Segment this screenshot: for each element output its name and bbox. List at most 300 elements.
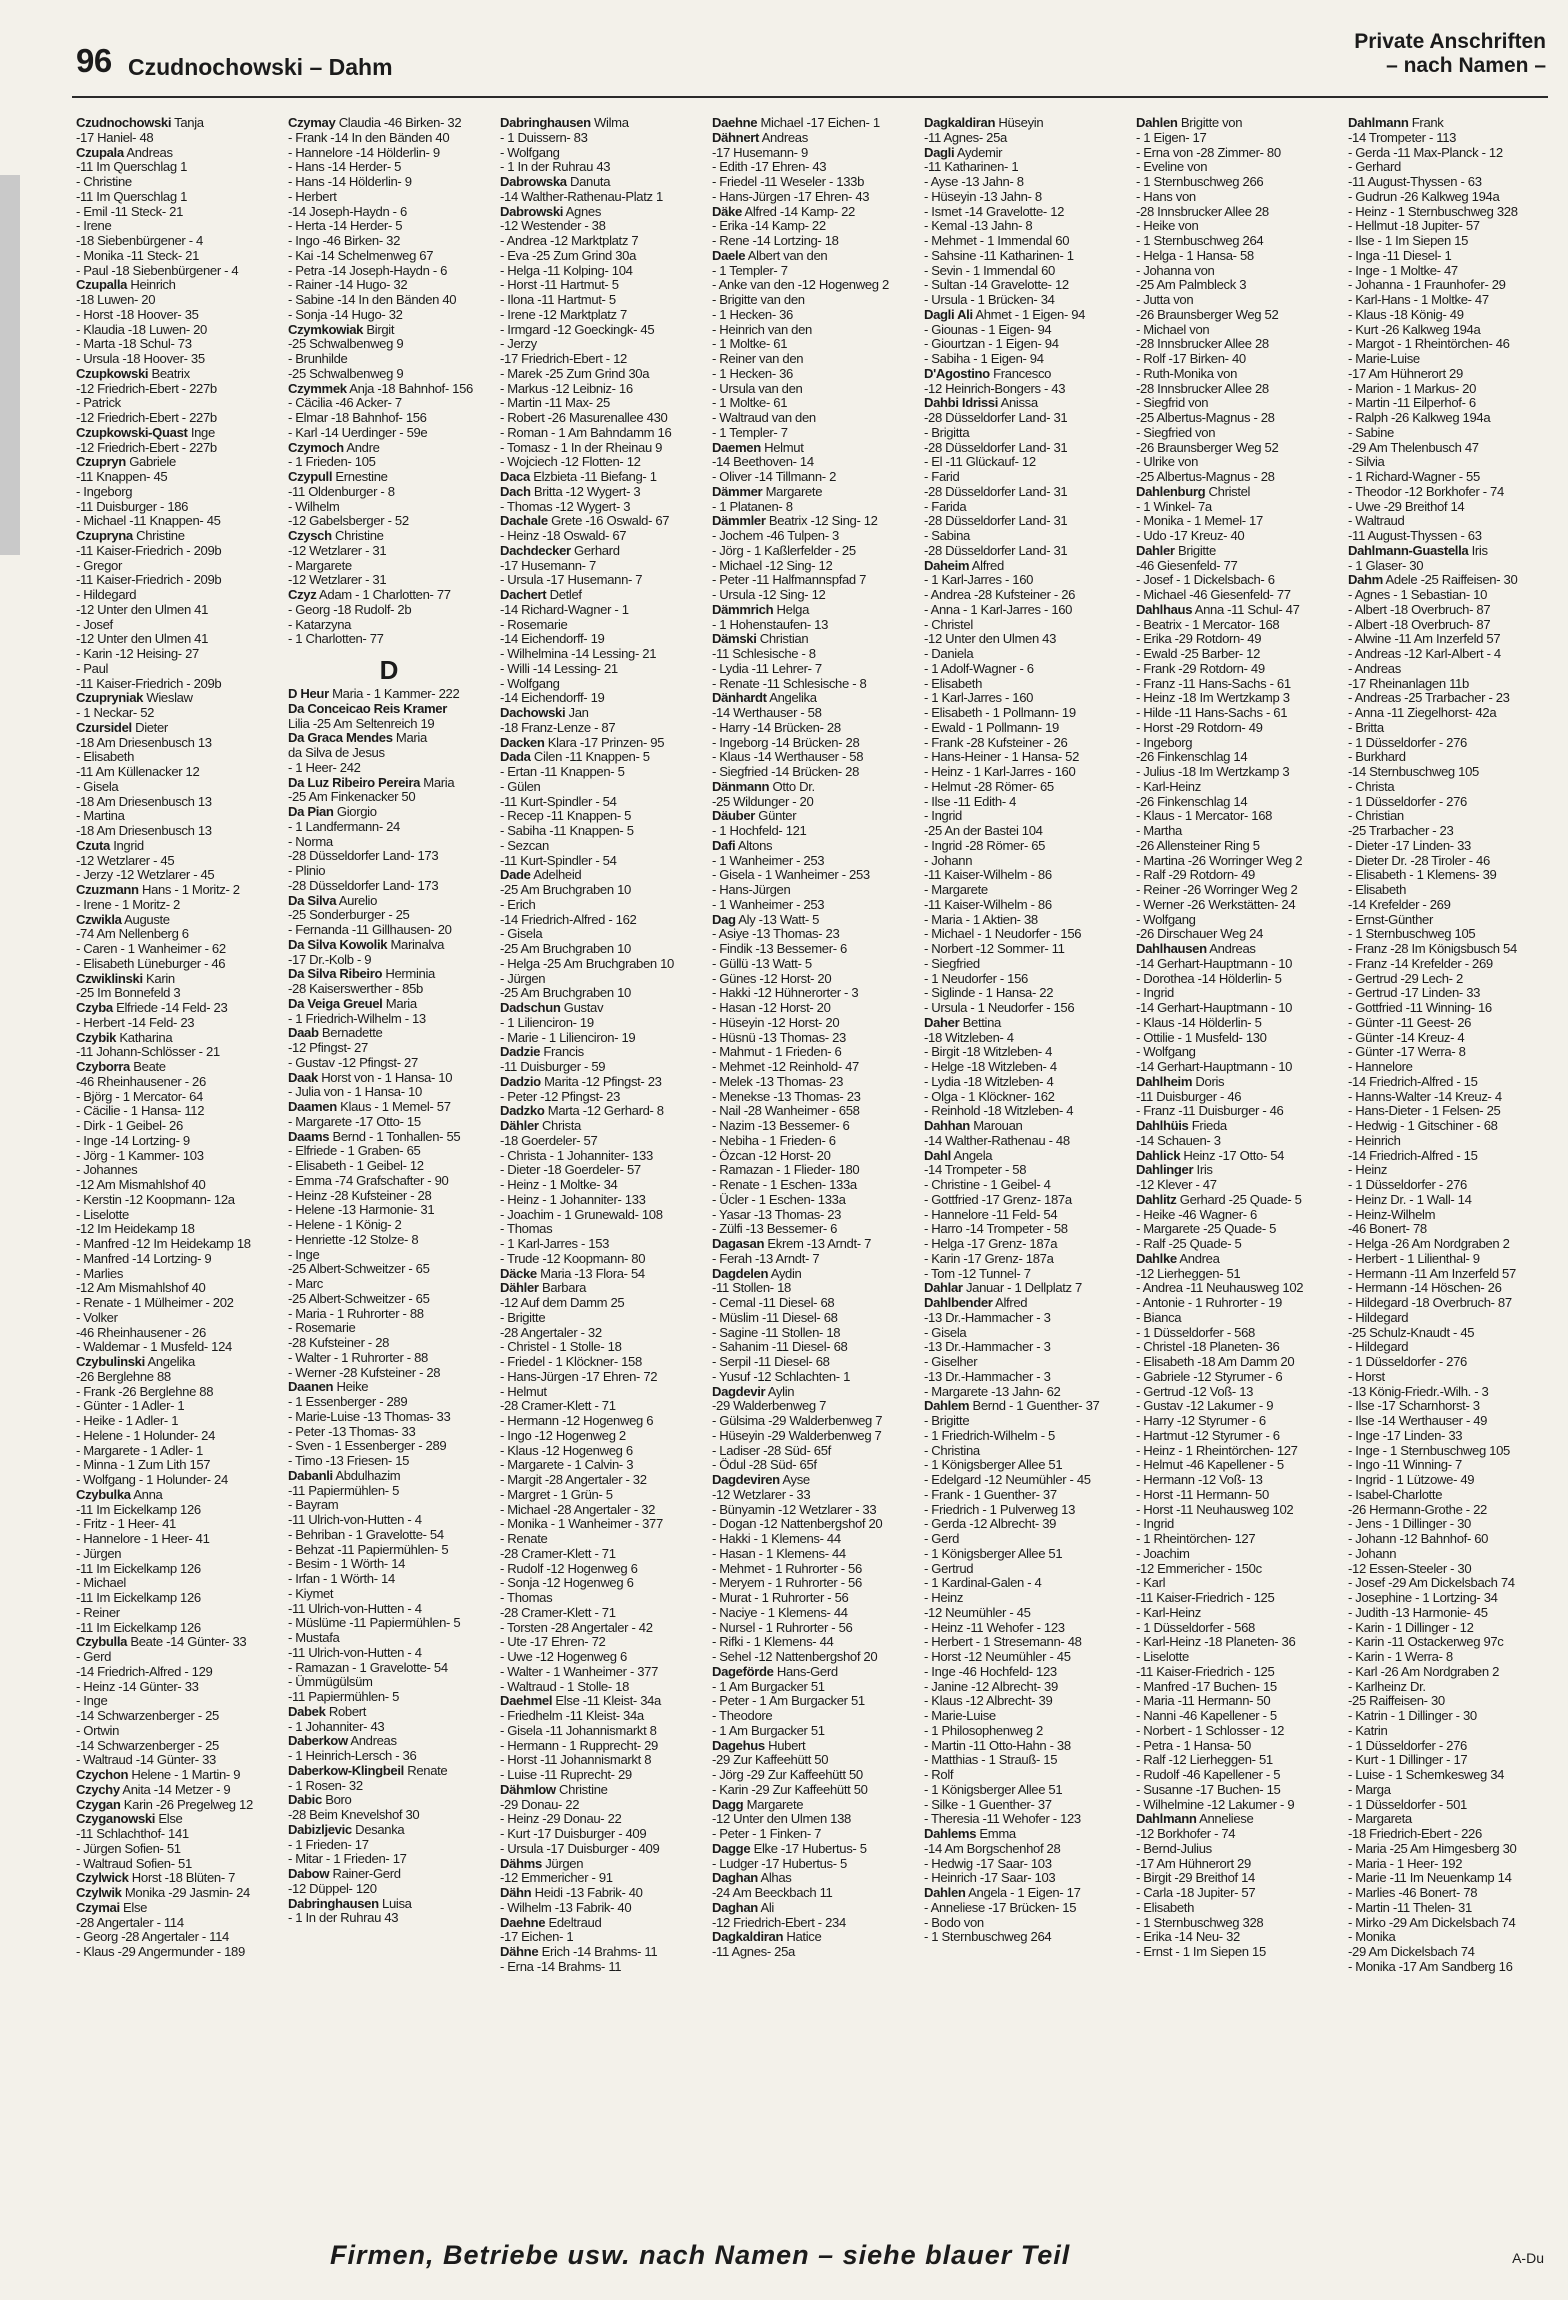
directory-entry: - Luise -11 Ruprecht- 29 bbox=[500, 1768, 632, 1782]
directory-entry: -28 Cramer-Klett - 71 bbox=[500, 1399, 616, 1414]
directory-entry: -29 Donau- 22 bbox=[500, 1797, 580, 1812]
directory-entry: - Ute -17 Ehren- 72 bbox=[500, 1635, 606, 1650]
directory-entry: - Herta -14 Herder- 5 bbox=[288, 219, 403, 234]
entry-surname: Dahlmann bbox=[1348, 116, 1409, 130]
directory-entry-head: Czupkowski-Quast Inge bbox=[76, 425, 215, 440]
directory-entry: - Ilse -17 Scharnhorst- 3 bbox=[1348, 1399, 1480, 1414]
directory-entry: -11 Im Eickelkamp 126 bbox=[76, 1620, 201, 1635]
entry-surname: Czupkowski bbox=[76, 366, 149, 381]
directory-entry: - Albert -18 Overbruch- 87 bbox=[1348, 617, 1491, 632]
footer-note: Firmen, Betriebe usw. nach Namen – siehe blauer Teil bbox=[330, 2240, 1071, 2270]
directory-entry: - Jörg - 1 Kammer- 103 bbox=[76, 1148, 204, 1163]
directory-entry: - Heinz - 1 Johanniter- 133 bbox=[500, 1192, 646, 1207]
directory-entry: -25 Raiffeisen- 30 bbox=[1348, 1694, 1445, 1709]
directory-entry-head: Da Graca Mendes Maria bbox=[288, 731, 427, 746]
directory-entry: -25 Am Bruchgraben 10 bbox=[500, 883, 631, 897]
directory-entry: - Ertan -11 Knappen- 5 bbox=[500, 765, 625, 779]
directory-entry-head: Czylwik Monika -29 Jasmin- 24 bbox=[76, 1886, 250, 1900]
directory-entry: - Günter - 1 Adler- 1 bbox=[76, 1399, 185, 1414]
directory-entry: - 1 Rosen- 32 bbox=[288, 1778, 363, 1793]
directory-entry: - 1 Karl-Jarres - 153 bbox=[500, 1237, 610, 1251]
directory-entry: - Murat - 1 Ruhrorter - 56 bbox=[712, 1591, 849, 1605]
directory-entry: - Inge -17 Linden- 33 bbox=[1348, 1428, 1463, 1443]
directory-entry: - Hans-Jürgen -17 Ehren- 72 bbox=[500, 1369, 658, 1384]
directory-entry: - Walter - 1 Ruhrorter - 88 bbox=[288, 1350, 428, 1365]
directory-entry: - Friedel -11 Weseler - 133b bbox=[712, 175, 864, 189]
directory-entry: - Rudolf -46 Kapellener - 5 bbox=[1136, 1768, 1281, 1782]
directory-entry: - 1 Adolf-Wagner - 6 bbox=[924, 661, 1034, 676]
entry-surname: Dada bbox=[500, 750, 531, 765]
directory-entry: -12 Unter den Ulmen 41 bbox=[76, 632, 209, 647]
directory-entry: -11 August-Thyssen - 63 bbox=[1348, 175, 1482, 189]
entry-surname: Dachert bbox=[500, 588, 547, 602]
directory-entry: - Ralf -25 Quade- 5 bbox=[1136, 1237, 1242, 1251]
directory-entry: - Horst -18 Hoover- 35 bbox=[76, 307, 199, 322]
directory-entry: - Horst -11 Hartmut- 5 bbox=[500, 278, 619, 293]
directory-entry: - 1 Düsseldorfer - 276 bbox=[1348, 735, 1467, 750]
directory-entry: - Hildegard bbox=[1348, 1340, 1409, 1355]
directory-entry: - Sagine -11 Stollen- 18 bbox=[712, 1325, 841, 1340]
directory-column bbox=[500, 116, 702, 2201]
directory-entry: - Siegfrid von bbox=[1136, 396, 1209, 411]
directory-entry: - 1 Düsseldorfer - 276 bbox=[1348, 794, 1467, 809]
directory-entry-head: Czyz Adam - 1 Charlotten- 77 bbox=[288, 588, 451, 602]
directory-entry: - Hans-Jürgen bbox=[712, 883, 791, 897]
section-title-line1: Private Anschriften bbox=[1354, 30, 1546, 53]
directory-entry: -28 Angertaler - 114 bbox=[76, 1915, 184, 1930]
directory-entry: - Heinz-Wilhelm bbox=[1348, 1207, 1436, 1222]
entry-surname: D Heur bbox=[288, 687, 329, 701]
directory-entry: - Heinz -29 Donau- 22 bbox=[500, 1812, 622, 1827]
directory-entry: - Heike - 1 Adler- 1 bbox=[76, 1414, 179, 1428]
directory-entry: - Gustav -12 Lakumer - 9 bbox=[1136, 1399, 1274, 1414]
entry-surname: Czybulla bbox=[76, 1635, 128, 1650]
directory-entry: - Johanna von bbox=[1136, 263, 1215, 278]
directory-entry: - Rene -14 Lortzing- 18 bbox=[712, 234, 839, 248]
directory-entry: - Heike von bbox=[1136, 219, 1199, 234]
entry-surname: Czymai bbox=[76, 1900, 120, 1915]
directory-entry: -25 An der Bastei 104 bbox=[924, 824, 1043, 838]
directory-entry: -14 Am Borgschenhof 28 bbox=[924, 1841, 1061, 1856]
directory-entry: - Inge bbox=[288, 1247, 320, 1262]
directory-entry: - Hüseyin -29 Walderbenweg 7 bbox=[712, 1428, 882, 1443]
directory-entry: - Giselher bbox=[924, 1355, 978, 1369]
directory-entry: -12 Heinrich-Bongers - 43 bbox=[924, 381, 1066, 396]
directory-entry: - Norbert -12 Sommer- 11 bbox=[924, 942, 1065, 956]
directory-entry: - Heinz - 1 Moltke- 34 bbox=[500, 1178, 618, 1192]
directory-entry-head: Czymay Claudia -46 Birken- 32 bbox=[288, 116, 462, 130]
directory-entry: - Norbert - 1 Schlosser - 12 bbox=[1136, 1723, 1285, 1738]
directory-entry: - Jürgen bbox=[500, 971, 546, 986]
directory-entry: - Rosemarie bbox=[500, 617, 568, 632]
directory-entry: - Marc bbox=[288, 1277, 323, 1291]
directory-entry: - Torsten -28 Angertaler - 42 bbox=[500, 1620, 653, 1635]
directory-entry: - Matthias - 1 Strauß- 15 bbox=[924, 1753, 1058, 1768]
entry-surname: Dähler bbox=[500, 1119, 539, 1133]
directory-entry-head: Dänhardt Angelika bbox=[712, 691, 817, 706]
directory-entry: - Andrea -12 Marktplatz 7 bbox=[500, 234, 639, 248]
directory-entry: -14 Friedrich-Alfred - 15 bbox=[1348, 1148, 1478, 1163]
directory-entry-head: Czymkowiak Birgit bbox=[288, 322, 395, 337]
directory-entry: -13 Dr.-Hammacher - 3 bbox=[924, 1369, 1051, 1384]
directory-entry: -17 Rheinanlagen 11b bbox=[1348, 676, 1469, 691]
directory-entry-head: Dähler Christa bbox=[500, 1119, 581, 1133]
directory-entry: -25 Am Bruchgraben 10 bbox=[500, 986, 631, 1001]
directory-entry: - 1 Friedrich-Wilhelm - 13 bbox=[288, 1011, 426, 1026]
directory-entry: -14 Joseph-Haydn - 6 bbox=[288, 204, 407, 219]
directory-entry-head: Dahlmann Anneliese bbox=[1136, 1812, 1254, 1827]
directory-entry: -11 Knappen- 45 bbox=[76, 470, 168, 484]
directory-entry: - Olga - 1 Klöckner- 162 bbox=[924, 1089, 1055, 1104]
directory-entry: - Wolfgang bbox=[1136, 912, 1196, 927]
directory-entry: - Waltraud van den bbox=[712, 411, 816, 425]
directory-entry-head: Dagg Margarete bbox=[712, 1797, 804, 1812]
directory-entry: -11 Im Querschlag 1 bbox=[76, 189, 188, 204]
directory-entry: - Ramazan - 1 Flieder- 180 bbox=[712, 1163, 860, 1178]
directory-entry-head: Daele Albert van den bbox=[712, 248, 828, 263]
directory-entry: -25 Trarbacher - 23 bbox=[1348, 824, 1454, 838]
directory-entry-head: Dachdecker Gerhard bbox=[500, 543, 620, 558]
entry-surname: Czyborra bbox=[76, 1060, 130, 1074]
directory-entry: - Kerstin -12 Koopmann- 12a bbox=[76, 1192, 235, 1207]
entry-surname: Dachowski bbox=[500, 706, 566, 720]
directory-entry-head: Dagdelen Aydin bbox=[712, 1266, 802, 1281]
directory-entry: -14 Sternbuschweg 105 bbox=[1348, 765, 1479, 779]
directory-entry-head: Dämmer Margarete bbox=[712, 484, 823, 499]
directory-entry-head: Daehne Edeltraud bbox=[500, 1915, 602, 1930]
directory-entry-head: Dahlmann Frank bbox=[1348, 116, 1444, 130]
directory-entry: - Elmar -18 Bahnhof- 156 bbox=[288, 411, 427, 425]
directory-entry: -11 Ulrich-von-Hutten - 4 bbox=[288, 1645, 422, 1660]
directory-entry: - Sahanim -11 Diesel- 68 bbox=[712, 1340, 848, 1355]
directory-entry-head: Czupryna Christine bbox=[76, 529, 185, 543]
directory-entry: - 1 Lilienciron- 19 bbox=[500, 1015, 594, 1030]
directory-entry: - Karin -11 Ostackerweg 97c bbox=[1348, 1635, 1504, 1650]
directory-entry: - Ursula van den bbox=[712, 381, 803, 396]
directory-entry: - Besim - 1 Wörth- 14 bbox=[288, 1557, 406, 1572]
directory-entry-head: Dahlmann-Guastella Iris bbox=[1348, 543, 1488, 558]
directory-entry: - Friedel - 1 Klöckner- 158 bbox=[500, 1355, 642, 1369]
directory-entry: - Elisabeth - 1 Geibel- 12 bbox=[288, 1159, 424, 1173]
header-rule bbox=[72, 96, 1548, 98]
directory-entry: - Peter -13 Thomas- 33 bbox=[288, 1424, 416, 1439]
directory-entry: - Fritz - 1 Heer- 41 bbox=[76, 1517, 176, 1532]
directory-entry-head: D'Agostino Francesco bbox=[924, 366, 1052, 381]
letter-heading: D bbox=[379, 655, 399, 685]
entry-surname: Dadzio bbox=[500, 1074, 541, 1089]
directory-entry: - Liselotte bbox=[1136, 1650, 1189, 1664]
directory-column bbox=[76, 116, 278, 2201]
directory-entry: - 1 Sternbuschweg 328 bbox=[1136, 1915, 1264, 1930]
directory-entry: - Josephine - 1 Lortzing- 34 bbox=[1348, 1591, 1498, 1605]
directory-entry: - Bayram bbox=[288, 1498, 339, 1513]
directory-entry: - Anneliese -17 Brücken- 15 bbox=[924, 1900, 1077, 1915]
directory-entry: -25 Wildunger - 20 bbox=[712, 794, 814, 809]
directory-entry: - Luise - 1 Schemkesweg 34 bbox=[1348, 1768, 1505, 1782]
entry-surname: Dahlenburg bbox=[1136, 484, 1206, 499]
directory-entry: - Ladiser -28 Süd- 65f bbox=[712, 1443, 831, 1458]
directory-entry: -17 Friedrich-Ebert - 12 bbox=[500, 352, 627, 366]
directory-entry: - Wilhelmine -12 Lakumer - 9 bbox=[1136, 1797, 1295, 1812]
directory-entry: -12 Am Mismahlshof 40 bbox=[76, 1281, 206, 1296]
directory-entry-head: Dabow Rainer-Gerd bbox=[288, 1867, 401, 1881]
directory-entry-head: Czupryn Gabriele bbox=[76, 455, 176, 470]
directory-entry: - Erich bbox=[500, 897, 536, 912]
directory-entry: - Oliver -14 Tillmann- 2 bbox=[712, 470, 837, 484]
directory-entry: - Wilhelmina -14 Lessing- 21 bbox=[500, 647, 657, 661]
directory-entry: - Sehel -12 Nattenbergshof 20 bbox=[712, 1650, 878, 1664]
directory-entry: -18 Franz-Lenze - 87 bbox=[500, 720, 616, 735]
directory-entry: - 1 Glaser- 30 bbox=[1348, 558, 1424, 573]
directory-entry: - Andreas -25 Trarbacher - 23 bbox=[1348, 691, 1510, 706]
directory-entry: - Johanna - 1 Fraunhofer- 29 bbox=[1348, 278, 1506, 293]
directory-entry-head: Da Luz Ribeiro Pereira Maria bbox=[288, 775, 455, 790]
directory-entry: - Karl -26 Am Nordgraben 2 bbox=[1348, 1664, 1500, 1679]
entry-surname: Czypull bbox=[288, 470, 333, 484]
directory-entry: - Martina -26 Worringer Weg 2 bbox=[1136, 853, 1303, 868]
directory-entry: - Heinz Dr. - 1 Wall- 14 bbox=[1348, 1192, 1472, 1207]
directory-column bbox=[924, 116, 1126, 2201]
directory-entry: - Recep -11 Knappen- 5 bbox=[500, 809, 632, 824]
entry-surname: Dahlinger bbox=[1136, 1163, 1194, 1178]
directory-entry: -25 Albert-Schweitzer - 65 bbox=[288, 1262, 430, 1277]
directory-entry: -29 Am Thelenbusch 47 bbox=[1348, 440, 1479, 455]
directory-entry: - Siglinde - 1 Hansa- 22 bbox=[924, 986, 1054, 1001]
directory-entry: - Harry -14 Brücken- 28 bbox=[712, 720, 841, 735]
directory-entry: -18 Am Driesenbusch 13 bbox=[76, 824, 212, 838]
directory-entry: - 1 Hecken- 36 bbox=[712, 307, 793, 322]
entry-surname: Da Conceicao Reis Kramer bbox=[288, 701, 447, 716]
directory-entry: - Ernst - 1 Im Siepen 15 bbox=[1136, 1945, 1266, 1959]
entry-surname: Dänmann bbox=[712, 779, 770, 794]
directory-entry: - Hannelore -14 Hölderlin- 9 bbox=[288, 145, 440, 160]
directory-entry-head: Dähn Heidi -13 Fabrik- 40 bbox=[500, 1886, 643, 1900]
entry-surname: Dahlhausen bbox=[1136, 942, 1207, 956]
directory-entry: -11 Johann-Schlösser - 21 bbox=[76, 1045, 220, 1060]
directory-entry: - Sabine bbox=[1348, 425, 1394, 440]
directory-entry: - Peter -11 Halfmannspfad 7 bbox=[712, 573, 867, 588]
directory-entry: - Christel - 1 Stolle- 18 bbox=[500, 1340, 622, 1355]
directory-entry-head: Dahlhausen Andreas bbox=[1136, 942, 1256, 956]
directory-entry: - Burkhard bbox=[1348, 750, 1406, 765]
directory-entry: - Inga -11 Diesel- 1 bbox=[1348, 248, 1452, 263]
directory-entry: - Ernst-Günther bbox=[1348, 912, 1433, 927]
directory-entry: - Monika - 1 Memel- 17 bbox=[1136, 514, 1263, 529]
entry-surname: Daab bbox=[288, 1026, 319, 1041]
directory-entry: -12 Emmericher - 150c bbox=[1136, 1561, 1262, 1576]
directory-entry: - Ottilie - 1 Musfeld- 130 bbox=[1136, 1030, 1267, 1045]
directory-entry: - Jörg -29 Zur Kaffeehütt 50 bbox=[712, 1768, 863, 1782]
directory-entry: - Elisabeth bbox=[924, 676, 983, 691]
entry-surname: Dabek bbox=[288, 1704, 326, 1719]
directory-entry: - Horst -11 Hermann- 50 bbox=[1136, 1487, 1269, 1502]
directory-entry: - Gottfried -11 Winning- 16 bbox=[1348, 1001, 1492, 1015]
directory-entry: - Gisela -11 Johannismarkt 8 bbox=[500, 1723, 657, 1738]
directory-entry-head: Dämmler Beatrix -12 Sing- 12 bbox=[712, 514, 878, 529]
directory-entry: - Harry -12 Styrumer - 6 bbox=[1136, 1414, 1266, 1428]
directory-entry: - Tomasz - 1 In der Rheinau 9 bbox=[500, 440, 663, 455]
directory-entry: -28 Cramer-Klett - 71 bbox=[500, 1546, 616, 1561]
directory-entry: - Franz -11 Hans-Sachs - 61 bbox=[1136, 676, 1291, 691]
directory-entry: - Norma bbox=[288, 834, 333, 849]
directory-entry: - Ingrid - 1 Lützowe- 49 bbox=[1348, 1473, 1475, 1487]
directory-entry-head: Daanen Heike bbox=[288, 1380, 369, 1395]
entry-surname: Da Pian bbox=[288, 805, 334, 819]
directory-entry-head: Daghan Ali bbox=[712, 1900, 774, 1915]
directory-entry: -11 Papiermühlen- 5 bbox=[288, 1690, 400, 1704]
directory-entry: -12 Neumühler - 45 bbox=[924, 1605, 1031, 1620]
directory-entry: - Hedwig -17 Saar- 103 bbox=[924, 1856, 1052, 1871]
page-number: 96 bbox=[76, 42, 112, 79]
directory-entry: - Michael -11 Knappen- 45 bbox=[76, 514, 221, 529]
directory-entry: -11 Ulrich-von-Hutten - 4 bbox=[288, 1601, 422, 1616]
directory-entry: -11 Oldenburger - 8 bbox=[288, 484, 395, 499]
directory-entry: - Heinz -14 Günter- 33 bbox=[76, 1679, 199, 1694]
section-title-line2: – nach Namen – bbox=[1386, 54, 1546, 77]
directory-entry: - Irfan - 1 Wörth- 14 bbox=[288, 1572, 395, 1586]
directory-entry: -12 Lierheggen- 51 bbox=[1136, 1266, 1241, 1281]
directory-entry: - Hannelore bbox=[1348, 1060, 1413, 1074]
directory-entry: -11 Duisburger - 59 bbox=[500, 1060, 606, 1074]
directory-entry: - Carla -18 Jupiter- 57 bbox=[1136, 1886, 1256, 1900]
directory-column bbox=[1136, 116, 1338, 2201]
directory-entry: - Sahsine -11 Katharinen- 1 bbox=[924, 248, 1074, 263]
directory-entry: - Henriette -12 Stolze- 8 bbox=[288, 1232, 419, 1247]
directory-entry: - Klaudia -18 Luwen- 20 bbox=[76, 322, 207, 337]
directory-entry: - 1 Sternbuschweg 264 bbox=[924, 1930, 1052, 1945]
directory-entry: - Hermann -14 Höschen- 26 bbox=[1348, 1281, 1502, 1296]
directory-entry: -12 Wetzlarer - 33 bbox=[712, 1487, 811, 1502]
directory-entry: - Julia von - 1 Hansa- 10 bbox=[288, 1085, 422, 1100]
directory-entry: - Karin - 1 Werra- 8 bbox=[1348, 1650, 1453, 1664]
directory-entry: - Helga -25 Am Bruchgraben 10 bbox=[500, 956, 674, 971]
directory-entry: - Brigitta bbox=[924, 425, 970, 440]
directory-entry: - Bünyamin -12 Wetzlarer - 33 bbox=[712, 1502, 877, 1517]
directory-entry: - Hakki -12 Hühnerorter - 3 bbox=[712, 986, 859, 1001]
directory-entry: -14 Beethoven- 14 bbox=[712, 455, 814, 470]
directory-entry: - Manfred -12 Im Heidekamp 18 bbox=[76, 1237, 251, 1251]
directory-entry: - Behriban - 1 Gravelotte- 54 bbox=[288, 1527, 444, 1542]
directory-entry: - Susanne -17 Buchen- 15 bbox=[1136, 1782, 1281, 1797]
entry-surname: Dach bbox=[500, 484, 531, 499]
directory-entry-head: Dahlheim Doris bbox=[1136, 1074, 1225, 1089]
directory-entry: - Joachim bbox=[1136, 1546, 1190, 1561]
directory-entry-head: Dadzko Marta -12 Gerhard- 8 bbox=[500, 1104, 664, 1119]
directory-entry-head: Dahlenburg Christel bbox=[1136, 484, 1251, 499]
entry-surname: Czupryn bbox=[76, 455, 126, 470]
directory-entry: - Kemal -13 Jahn- 8 bbox=[924, 219, 1033, 234]
directory-entry: -26 Finkenschlag 14 bbox=[1136, 794, 1248, 809]
directory-entry: - Katarzyna bbox=[288, 617, 352, 632]
entry-surname: Dähms bbox=[500, 1856, 542, 1871]
directory-entry: - Jens - 1 Dillinger - 30 bbox=[1348, 1517, 1471, 1532]
directory-entry: -29 Walderbenweg 7 bbox=[712, 1399, 827, 1414]
directory-entry-head: Dähmlow Christine bbox=[500, 1782, 608, 1797]
directory-entry: - Johann bbox=[1348, 1546, 1397, 1561]
directory-entry: - Harro -14 Trompeter - 58 bbox=[924, 1222, 1068, 1237]
directory-entry: - 1 Moltke- 61 bbox=[712, 337, 788, 352]
directory-entry: - Hans-Jürgen -17 Ehren- 43 bbox=[712, 189, 870, 204]
directory-entry: - Martina bbox=[76, 809, 125, 824]
directory-entry: - Christa bbox=[1348, 779, 1395, 794]
directory-entry: - Gabriele -12 Styrumer - 6 bbox=[1136, 1369, 1283, 1384]
directory-entry-head: Dahlhaus Anna -11 Schul- 47 bbox=[1136, 602, 1300, 617]
directory-entry: - Sevin - 1 Immendal 60 bbox=[924, 263, 1055, 278]
directory-entry: - Ingo -12 Hogenweg 2 bbox=[500, 1428, 626, 1443]
directory-entry: - Frank - 1 Guenther- 37 bbox=[924, 1487, 1057, 1502]
directory-entry: - Josef -29 Am Dickelsbach 74 bbox=[1348, 1576, 1515, 1591]
directory-entry: - Erika -14 Kamp- 22 bbox=[712, 219, 826, 234]
directory-entry: - Josef - 1 Dickelsbach- 6 bbox=[1136, 573, 1275, 588]
directory-entry: - Peter - 1 Am Burgacker 51 bbox=[712, 1694, 865, 1709]
directory-entry: - Michael -12 Sing- 12 bbox=[712, 558, 833, 573]
directory-entry-head: Dämski Christian bbox=[712, 632, 809, 647]
directory-entry: -26 Finkenschlag 14 bbox=[1136, 750, 1248, 765]
entry-surname: Daher bbox=[924, 1015, 960, 1030]
directory-entry-head: Czybulinski Angelika bbox=[76, 1355, 195, 1369]
directory-entry: - Karl-Heinz bbox=[1136, 779, 1201, 794]
entry-surname: Czuta bbox=[76, 838, 110, 853]
directory-entry: - Edelgard -12 Neumühler - 45 bbox=[924, 1473, 1091, 1487]
directory-entry: - Margret - 1 Grün- 5 bbox=[500, 1487, 613, 1502]
directory-entry: - Günter -14 Kreuz- 4 bbox=[1348, 1030, 1465, 1045]
directory-entry: - Waltraud -14 Günter- 33 bbox=[76, 1753, 216, 1768]
directory-entry-head: Czymai Else bbox=[76, 1900, 148, 1915]
directory-entry: - Andreas bbox=[1348, 661, 1401, 676]
directory-entry: - 1 Düsseldorfer - 276 bbox=[1348, 1355, 1467, 1369]
directory-entry-head: Czudnochowski Tanja bbox=[76, 116, 204, 130]
directory-entry: - Michael -46 Giesenfeld- 77 bbox=[1136, 588, 1291, 602]
directory-entry: - 1 Wanheimer - 253 bbox=[712, 853, 825, 868]
directory-entry: - Sven - 1 Essenberger - 289 bbox=[288, 1439, 447, 1454]
directory-entry: - Andrea -11 Neuhausweg 102 bbox=[1136, 1281, 1304, 1296]
directory-entry: - Karin -17 Grenz- 187a bbox=[924, 1251, 1054, 1266]
directory-entry: - Michael -28 Angertaler - 32 bbox=[500, 1502, 656, 1517]
directory-entry: - Uwe -29 Breithof 14 bbox=[1348, 499, 1465, 514]
entry-surname: Dähn bbox=[500, 1886, 532, 1900]
directory-entry: - Herbert - 1 Stresemann- 48 bbox=[924, 1635, 1082, 1650]
directory-entry: - Marion - 1 Markus- 20 bbox=[1348, 381, 1477, 396]
directory-entry: - Helmut -28 Römer- 65 bbox=[924, 779, 1054, 794]
directory-entry: - 1 Friedrich-Wilhelm - 5 bbox=[924, 1428, 1055, 1443]
directory-entry: - Irene - 1 Moritz- 2 bbox=[76, 897, 180, 912]
directory-entry: - Helmut -46 Kapellener - 5 bbox=[1136, 1458, 1284, 1473]
directory-entry: - Hans -14 Herder- 5 bbox=[288, 160, 402, 175]
directory-entry: - Hermann - 1 Rupprecht- 29 bbox=[500, 1738, 658, 1753]
directory-entry: -25 Im Bonnefeld 3 bbox=[76, 986, 181, 1001]
directory-entry: - Gerd bbox=[924, 1532, 960, 1546]
directory-entry: - Judith -13 Harmonie- 45 bbox=[1348, 1605, 1488, 1620]
directory-entry: -28 Düsseldorfer Land- 31 bbox=[924, 484, 1068, 499]
directory-entry: -12 Essen-Steeler - 30 bbox=[1348, 1561, 1472, 1576]
directory-entry: - Erika -14 Neu- 32 bbox=[1136, 1930, 1240, 1945]
directory-entry-head: Däke Alfred -14 Kamp- 22 bbox=[712, 204, 855, 219]
directory-entry: - Heinz -18 Im Wertzkamp 3 bbox=[1136, 691, 1290, 706]
entry-surname: Dahler bbox=[1136, 543, 1175, 558]
directory-entry: - Elisabeth bbox=[1136, 1900, 1195, 1915]
directory-entry: - Ingrid -28 Römer- 65 bbox=[924, 838, 1046, 853]
directory-entry-head: Dahlen Brigitte von bbox=[1136, 116, 1243, 130]
directory-entry: - Elisabeth -18 Am Damm 20 bbox=[1136, 1355, 1295, 1369]
directory-entry: - Gülen bbox=[500, 779, 541, 794]
directory-entry: -14 Gerhart-Hauptmann - 10 bbox=[1136, 1001, 1293, 1015]
entry-surname: Daca bbox=[500, 470, 530, 484]
directory-entry-head: Däuber Günter bbox=[712, 809, 797, 824]
directory-entry: - Heinz -28 Kufsteiner - 28 bbox=[288, 1188, 432, 1203]
directory-entry: -11 Kaiser-Friedrich - 209b bbox=[76, 573, 222, 588]
directory-entry: - Ursula - 1 Brücken- 34 bbox=[924, 293, 1055, 307]
directory-entry-head: Dabizljevic Desanka bbox=[288, 1822, 405, 1837]
